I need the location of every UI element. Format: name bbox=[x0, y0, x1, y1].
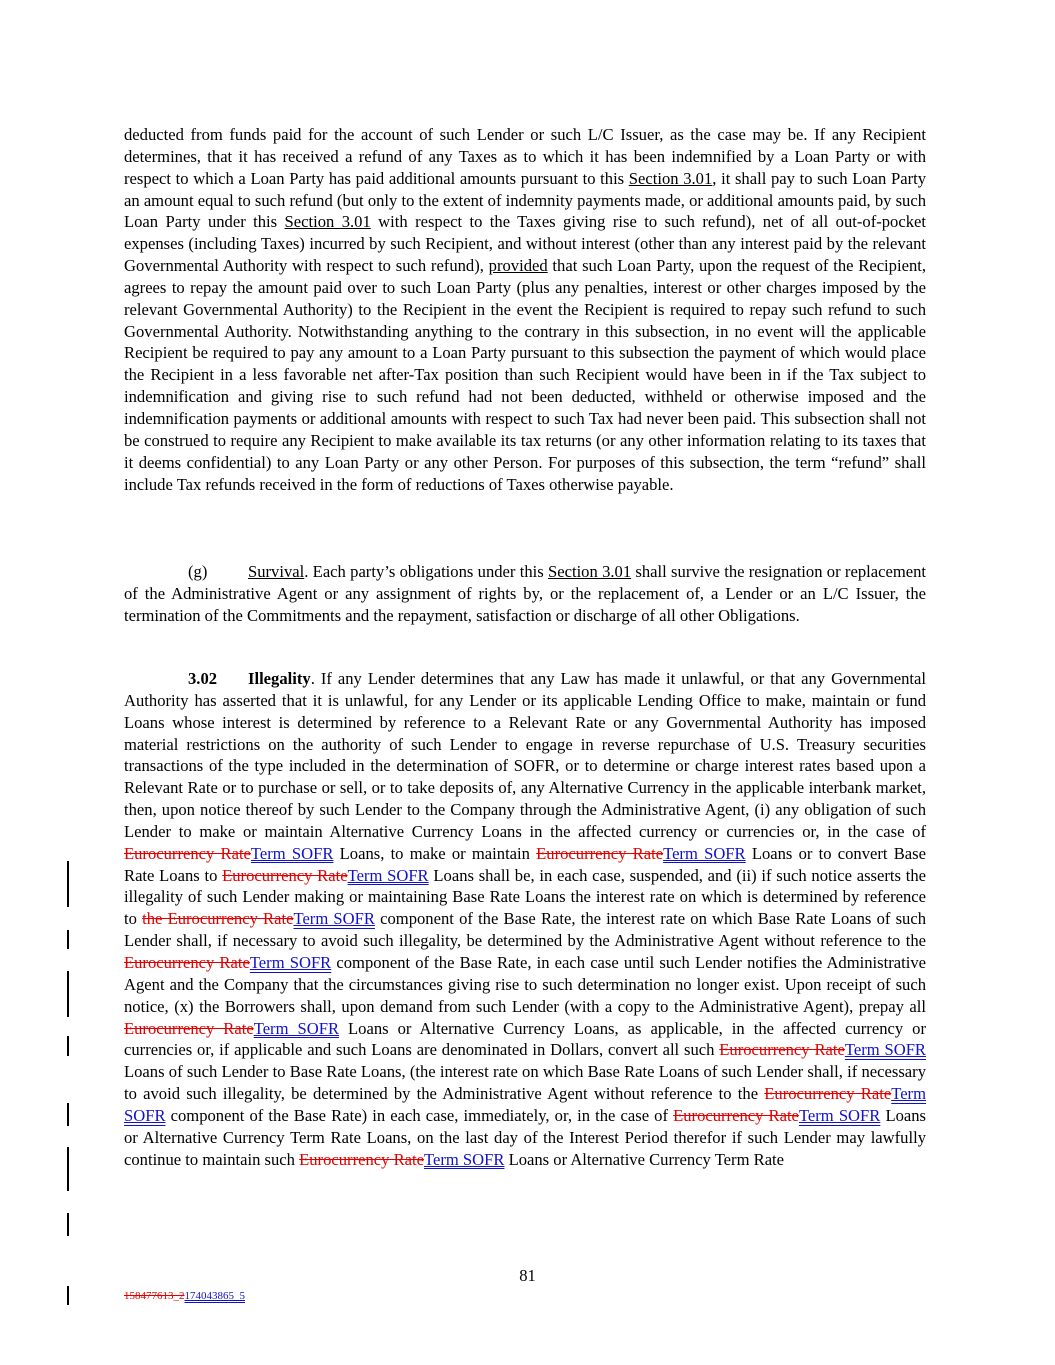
inserted-doc-id: 174043865_5 bbox=[184, 1290, 245, 1302]
section-reference: Section 3.01 bbox=[548, 562, 632, 581]
section-title: Illegality bbox=[248, 669, 311, 688]
deleted-text: Eurocurrency Rate bbox=[673, 1105, 799, 1125]
deleted-text: Eurocurrency Rate bbox=[222, 865, 348, 885]
deleted-text: Eurocurrency Rate bbox=[124, 1018, 254, 1038]
deleted-doc-id: 158477613_2 bbox=[124, 1290, 185, 1302]
deleted-text: Eurocurrency Rate bbox=[536, 843, 664, 863]
paragraph-refunds: deducted from funds paid for the account of such Lender or such L/C Issuer, as the case may be. If any Recipient determines, that it has received a refund of any Taxes as to which it has been indemnified by a Loan Party or with respect to which a Loan Party has paid additional amounts pursuant to this Section 3.01, it shall pay to such Loan Party an amount equal to such refund (but only to the extent of indemnity payments made, or additional amounts paid, by such Loan Party under this Section 3.01 with respect to the Taxes giving rise to such refund), net of all out-of-pocket expenses (including Taxes) incurred by such Recipient, and without interest (other than any interest paid by the relevant Governmental Authority with respect to such refund), provided that such Loan Party, upon the request of the Recipient, agrees to repay the amount paid over to such Loan Party (plus any penalties, interest or other charges imposed by the relevant Governmental Authority) to the Recipient in the event the Recipient is required to repay such refund to such Governmental Authority. Notwithstanding anything to the contrary in this subsection, in no event will the applicable Recipient be required to pay any amount to a Loan Party pursuant to this subsection the payment of which would place the Recipient in a less favorable net after-Tax position than such Recipient would have been in if the Tax subject to indemnification and giving rise to such refund had not been deducted, withheld or otherwise imposed and the indemnification payments or additional amounts with respect to such Tax had never been paid. This subsection shall not be construed to require any Recipient to make available its tax returns (or any other information relating to its taxes that it deems confidential) to any Loan Party or any other Person. For purposes of this subsection, the term “refund” shall include Tax refunds received in the form of reductions of Taxes otherwise payable. bbox=[124, 125, 927, 494]
change-bar bbox=[67, 1213, 69, 1236]
deleted-text: Eurocurrency Rate bbox=[124, 843, 251, 863]
paragraph-survival: (g) Survival. Each party’s obligations under this Section 3.01 shall survive the resignation or replacement of the Administrative Agent or any assignment of rights by, or the replacement of, a Lender or an L/C Issuer, the termination of the Commitments and the repayment, satisfaction or discharge of all other Obligations. bbox=[124, 562, 926, 625]
change-bar bbox=[67, 861, 69, 907]
inserted-text: Term SOFR bbox=[798, 1105, 881, 1125]
inserted-text: Term SOFR bbox=[124, 1084, 926, 1125]
subsection-label: (g) bbox=[188, 562, 208, 581]
deleted-text: Eurocurrency Rate bbox=[299, 1149, 424, 1169]
inserted-text: Term SOFR bbox=[347, 865, 429, 885]
deleted-text: Eurocurrency Rate bbox=[124, 952, 250, 972]
inserted-text: Term SOFR bbox=[423, 1149, 505, 1169]
change-bar bbox=[67, 1103, 69, 1126]
inserted-text: Term SOFR bbox=[663, 843, 746, 863]
change-bar bbox=[67, 1286, 69, 1305]
change-bar bbox=[67, 930, 69, 949]
section-3-02-illegality: 3.02 Illegality. If any Lender determines that any Law has made it unlawful, or that any Governmental Authority has asserted that it is unlawful, for any Lender or its applicable Lending Office to make, maintain or fund Loans whose interest is determined by reference to a Relevant Rate or any Governmental Authority has imposed material restrictions on the authority of such Lender to engage in reverse repurchase of U.S. Treasury securities transactions of the type included in the determination of SOFR, or to determine or charge interest rates based upon a Relevant Rate or to purchase or sell, or to take deposits of, any Alternative Currency in the applicable interbank market, then, upon notice thereof by such Lender to the Company through the Administrative Agent, (i) any obligation of such Lender to make or maintain Alternative Currency Loans in the affected currency or currencies or, in the case of Eurocurrency RateTerm SOFR Loans, to make or maintain Eurocurrency RateTerm SOFR Loans or to convert Base Rate Loans to Eurocurrency RateTerm SOFR Loans shall be, in each case, suspended, and (ii) if such notice asserts the illegality of such Lender making or maintaining Base Rate Loans the interest rate on which is determined by reference to the Eurocurrency RateTerm SOFR component of the Base Rate, the interest rate on which Base Rate Loans of such Lender shall, if necessary to avoid such illegality, be determined by the Administrative Agent without reference to the Eurocurrency RateTerm SOFR component of the Base Rate, in each case until such Lender notifies the Administrative Agent and the Company that the circumstances giving rise to such determination no longer exist. Upon receipt of such notice, (x) the Borrowers shall, upon demand from such Lender (with a copy to the Administrative Agent), prepay all Eurocurrency RateTerm SOFR Loans or Alternative Currency Loans, as applicable, in the affected currency or currencies or, if applicable and such Loans are denominated in Dollars, convert all such Eurocurrency RateTerm SOFR Loans of such Lender to Base Rate Loans, (the interest rate on which Base Rate Loans of such Lender shall, if necessary to avoid such illegality, be determined by the Administrative Agent without reference to the Eurocurrency RateTerm SOFR component of the Base Rate) in each case, immediately, or, in the case of Eurocurrency RateTerm SOFR Loans or Alternative Currency Term Rate Loans, on the last day of the Interest Period therefor if such Lender may lawfully continue to maintain such Eurocurrency RateTerm SOFR Loans or Alternative Currency Term Rate bbox=[124, 669, 927, 1169]
deleted-text: the Eurocurrency Rate bbox=[142, 909, 294, 929]
inserted-text: Term SOFR bbox=[250, 843, 334, 863]
change-bar bbox=[67, 1147, 69, 1191]
section-reference: Section 3.01 bbox=[284, 212, 371, 232]
inserted-text: Term SOFR bbox=[844, 1040, 926, 1060]
document-id-footer bbox=[124, 1290, 245, 1302]
subsection-heading: Survival bbox=[248, 562, 305, 581]
inserted-text: Term SOFR bbox=[293, 909, 375, 929]
section-number: 3.02 bbox=[188, 669, 218, 688]
inserted-text: Term SOFR bbox=[253, 1018, 340, 1038]
change-bar bbox=[67, 1036, 69, 1056]
deleted-text: Eurocurrency Rate bbox=[764, 1084, 892, 1104]
change-bar bbox=[67, 971, 69, 1017]
deleted-text: Eurocurrency Rate bbox=[719, 1040, 845, 1060]
page-number: 81 bbox=[519, 1266, 536, 1285]
inserted-text: Term SOFR bbox=[249, 952, 332, 972]
section-reference: Section 3.01 bbox=[628, 168, 713, 188]
provided-term: provided bbox=[488, 256, 548, 276]
